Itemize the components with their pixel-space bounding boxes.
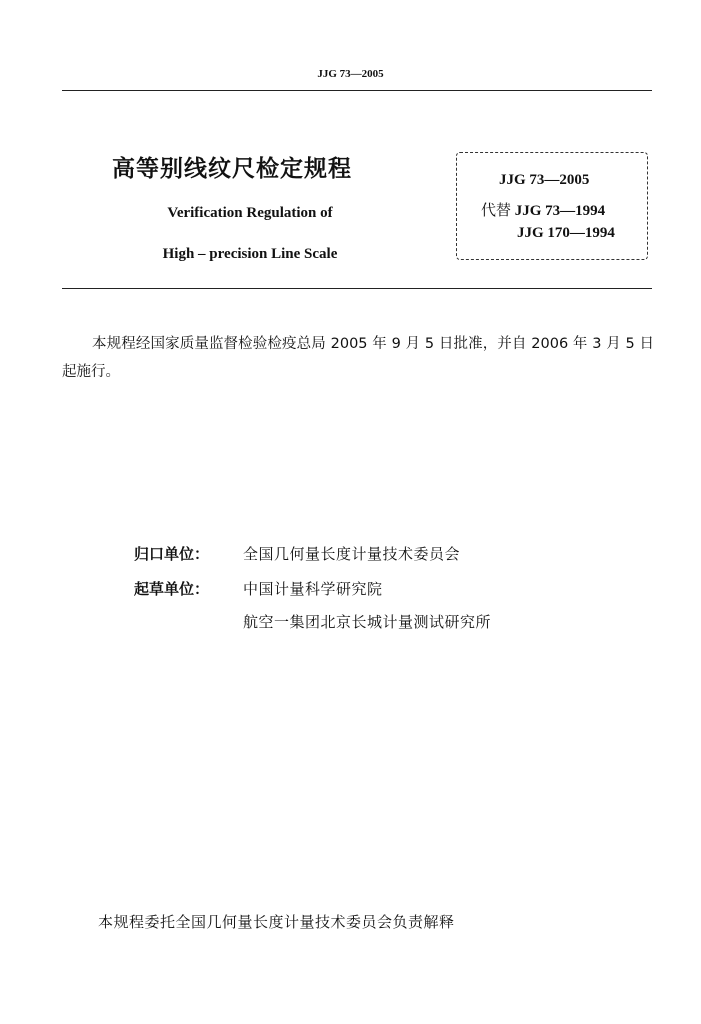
- header-standard-code: JJG 73—2005: [317, 68, 384, 80]
- title-chinese: 高等别线纹尺检定规程: [112, 156, 352, 182]
- responsible-unit-label: 归口单位：: [134, 545, 210, 563]
- code-replaces-label: 代替: [481, 201, 512, 219]
- code-replaces-row: [481, 199, 605, 220]
- code-replaces-2: JJG 170—1994: [517, 225, 615, 241]
- standard-code-box: [456, 152, 648, 260]
- top-divider: [62, 90, 652, 91]
- title-english-line1: Verification Regulation of: [167, 205, 333, 221]
- drafting-unit-value-2: 航空一集团北京长城计量测试研究所: [243, 613, 492, 631]
- middle-divider: [62, 288, 652, 289]
- drafting-unit-value-1: 中国计量科学研究院: [243, 580, 383, 598]
- code-current: JJG 73—2005: [499, 172, 590, 188]
- approval-statement: 本规程经国家质量监督检验检疫总局 2005 年 9 月 5 日批准，并自 2006 年 3 月 5 日起施行。: [62, 336, 654, 380]
- title-english-line2: High – precision Line Scale: [162, 246, 338, 262]
- interpretation-note: 本规程委托全国几何量长度计量技术委员会负责解释: [98, 913, 455, 931]
- responsible-unit-value: 全国几何量长度计量技术委员会: [243, 545, 461, 563]
- drafting-unit-label: 起草单位：: [134, 580, 210, 598]
- code-replaces-1: JJG 73—1994: [514, 203, 606, 219]
